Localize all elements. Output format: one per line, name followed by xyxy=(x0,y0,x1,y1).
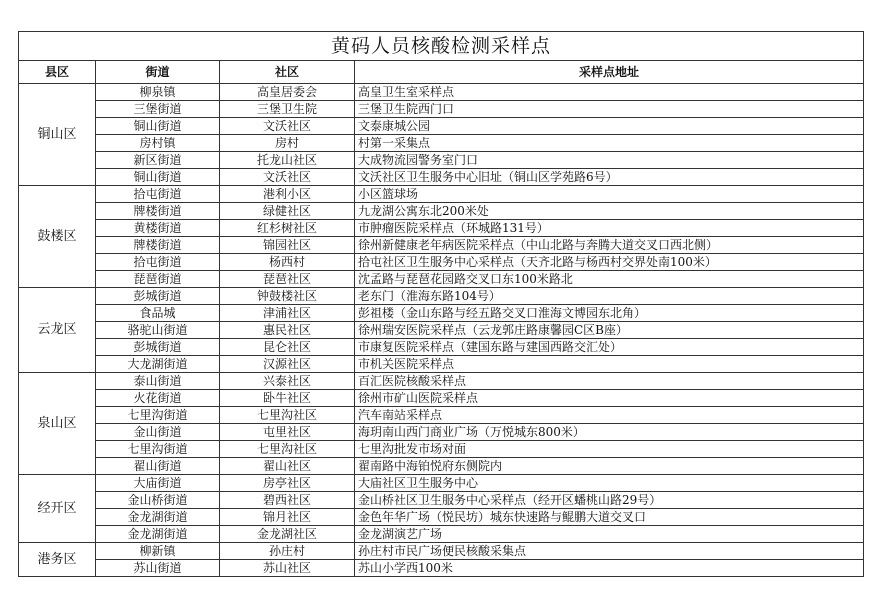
community-cell: 房亭社区 xyxy=(220,475,355,492)
table-row xyxy=(19,288,864,305)
street-cell: 三堡街道 xyxy=(96,101,220,118)
street-cell: 泰山街道 xyxy=(96,373,220,390)
community-cell: 汉源社区 xyxy=(220,356,355,373)
community-cell: 高皇居委会 xyxy=(220,84,355,101)
street-cell: 琵琶街道 xyxy=(96,271,220,288)
community-cell: 红杉树社区 xyxy=(220,220,355,237)
community-cell: 金龙湖社区 xyxy=(220,526,355,543)
table-row xyxy=(19,254,864,271)
table-row xyxy=(19,84,864,101)
address-cell: 小区篮球场 xyxy=(355,186,864,203)
community-cell: 七里沟社区 xyxy=(220,441,355,458)
community-cell: 锦园社区 xyxy=(220,237,355,254)
street-cell: 黄楼街道 xyxy=(96,220,220,237)
header-address: 采样点地址 xyxy=(355,61,864,84)
community-cell: 惠民社区 xyxy=(220,322,355,339)
table-row xyxy=(19,237,864,254)
street-cell: 柳泉镇 xyxy=(96,84,220,101)
street-cell: 牌楼街道 xyxy=(96,203,220,220)
address-cell: 七里沟批发市场对面 xyxy=(355,441,864,458)
table-row xyxy=(19,118,864,135)
community-cell: 屯里社区 xyxy=(220,424,355,441)
table-row xyxy=(19,339,864,356)
community-cell: 绿健社区 xyxy=(220,203,355,220)
county-cell: 泉山区 xyxy=(19,373,96,475)
community-cell: 翟山社区 xyxy=(220,458,355,475)
community-cell: 港利小区 xyxy=(220,186,355,203)
street-cell: 火花街道 xyxy=(96,390,220,407)
address-cell: 文泰康城公园 xyxy=(355,118,864,135)
street-cell: 大庙街道 xyxy=(96,475,220,492)
address-cell: 文沃社区卫生服务中心旧址（铜山区学苑路6号） xyxy=(355,169,864,186)
community-cell: 文沃社区 xyxy=(220,118,355,135)
table-body xyxy=(19,84,864,577)
street-cell: 彭城街道 xyxy=(96,339,220,356)
address-cell: 三堡卫生院西门口 xyxy=(355,101,864,118)
header-community: 社区 xyxy=(220,61,355,84)
street-cell: 金山街道 xyxy=(96,424,220,441)
street-cell: 骆驼山街道 xyxy=(96,322,220,339)
table-row xyxy=(19,560,864,577)
county-cell: 铜山区 xyxy=(19,84,96,186)
table-row xyxy=(19,356,864,373)
table-row xyxy=(19,424,864,441)
address-cell: 徐州新健康老年病医院采样点（中山北路与奔腾大道交叉口西北侧） xyxy=(355,237,864,254)
community-cell: 钟鼓楼社区 xyxy=(220,288,355,305)
address-cell: 孙庄村市民广场便民核酸采集点 xyxy=(355,543,864,560)
address-cell: 徐州瑞安医院采样点（云龙郭庄路康馨园C区B座） xyxy=(355,322,864,339)
table-row xyxy=(19,169,864,186)
table-row xyxy=(19,373,864,390)
community-cell: 托龙山社区 xyxy=(220,152,355,169)
community-cell: 三堡卫生院 xyxy=(220,101,355,118)
community-cell: 津浦社区 xyxy=(220,305,355,322)
county-cell: 港务区 xyxy=(19,543,96,577)
table-row xyxy=(19,509,864,526)
address-cell: 大成物流园警务室门口 xyxy=(355,152,864,169)
street-cell: 苏山街道 xyxy=(96,560,220,577)
street-cell: 拾屯街道 xyxy=(96,186,220,203)
community-cell: 琵琶社区 xyxy=(220,271,355,288)
table-row xyxy=(19,407,864,424)
address-cell: 市肿瘤医院采样点（环城路131号） xyxy=(355,220,864,237)
street-cell: 柳新镇 xyxy=(96,543,220,560)
community-cell: 文沃社区 xyxy=(220,169,355,186)
sampling-sites-sheet xyxy=(18,31,863,577)
address-cell: 村第一采集点 xyxy=(355,135,864,152)
county-cell: 鼓楼区 xyxy=(19,186,96,288)
address-cell: 九龙湖公寓东北200米处 xyxy=(355,203,864,220)
community-cell: 兴泰社区 xyxy=(220,373,355,390)
address-cell: 翟南路中海铂悦府东侧院内 xyxy=(355,458,864,475)
street-cell: 翟山街道 xyxy=(96,458,220,475)
address-cell: 老东门（淮海东路104号） xyxy=(355,288,864,305)
county-cell: 云龙区 xyxy=(19,288,96,373)
table-row xyxy=(19,492,864,509)
address-cell: 海玥南山西门商业广场（万悦城东800米） xyxy=(355,424,864,441)
table-row xyxy=(19,135,864,152)
address-cell: 彭祖楼（金山东路与经五路交叉口淮海文博园东北角） xyxy=(355,305,864,322)
community-cell: 昆仑社区 xyxy=(220,339,355,356)
table-row xyxy=(19,220,864,237)
address-cell: 苏山小学西100米 xyxy=(355,560,864,577)
address-cell: 百汇医院核酸采样点 xyxy=(355,373,864,390)
table-row xyxy=(19,101,864,118)
street-cell: 七里沟街道 xyxy=(96,441,220,458)
community-cell: 七里沟社区 xyxy=(220,407,355,424)
community-cell: 房村 xyxy=(220,135,355,152)
address-cell: 拾屯社区卫生服务中心采样点（天齐北路与杨西村交界处南100米） xyxy=(355,254,864,271)
address-cell: 徐州市矿山医院采样点 xyxy=(355,390,864,407)
table-row xyxy=(19,203,864,220)
address-cell: 市康复医院采样点（建国东路与建国西路交汇处） xyxy=(355,339,864,356)
community-cell: 碧西社区 xyxy=(220,492,355,509)
community-cell: 孙庄村 xyxy=(220,543,355,560)
street-cell: 新区街道 xyxy=(96,152,220,169)
street-cell: 金山桥街道 xyxy=(96,492,220,509)
street-cell: 食品城 xyxy=(96,305,220,322)
table-row xyxy=(19,526,864,543)
table-row xyxy=(19,543,864,560)
table-row xyxy=(19,458,864,475)
address-cell: 沈孟路与琵琶花园路交叉口东100米路北 xyxy=(355,271,864,288)
table-title: 黄码人员核酸检测采样点 xyxy=(19,32,864,61)
table-row xyxy=(19,441,864,458)
address-cell: 金山桥社区卫生服务中心采样点（经开区蟠桃山路29号） xyxy=(355,492,864,509)
table-row xyxy=(19,186,864,203)
header-county: 县区 xyxy=(19,61,96,84)
table-row xyxy=(19,322,864,339)
sampling-sites-table xyxy=(18,31,864,577)
community-cell: 杨西村 xyxy=(220,254,355,271)
header-street: 街道 xyxy=(96,61,220,84)
address-cell: 金色年华广场（悦民坊）城东快速路与鲲鹏大道交叉口 xyxy=(355,509,864,526)
street-cell: 彭城街道 xyxy=(96,288,220,305)
street-cell: 铜山街道 xyxy=(96,169,220,186)
street-cell: 牌楼街道 xyxy=(96,237,220,254)
table-row xyxy=(19,475,864,492)
address-cell: 市机关医院采样点 xyxy=(355,356,864,373)
table-row xyxy=(19,271,864,288)
address-cell: 高皇卫生室采样点 xyxy=(355,84,864,101)
header-row xyxy=(19,61,864,84)
street-cell: 金龙湖街道 xyxy=(96,526,220,543)
street-cell: 七里沟街道 xyxy=(96,407,220,424)
community-cell: 卧牛社区 xyxy=(220,390,355,407)
street-cell: 大龙湖街道 xyxy=(96,356,220,373)
table-row xyxy=(19,152,864,169)
community-cell: 苏山社区 xyxy=(220,560,355,577)
address-cell: 汽车南站采样点 xyxy=(355,407,864,424)
street-cell: 金龙湖街道 xyxy=(96,509,220,526)
street-cell: 房村镇 xyxy=(96,135,220,152)
community-cell: 锦月社区 xyxy=(220,509,355,526)
address-cell: 金龙湖演艺广场 xyxy=(355,526,864,543)
county-cell: 经开区 xyxy=(19,475,96,543)
street-cell: 拾屯街道 xyxy=(96,254,220,271)
street-cell: 铜山街道 xyxy=(96,118,220,135)
table-row xyxy=(19,390,864,407)
address-cell: 大庙社区卫生服务中心 xyxy=(355,475,864,492)
table-row xyxy=(19,305,864,322)
